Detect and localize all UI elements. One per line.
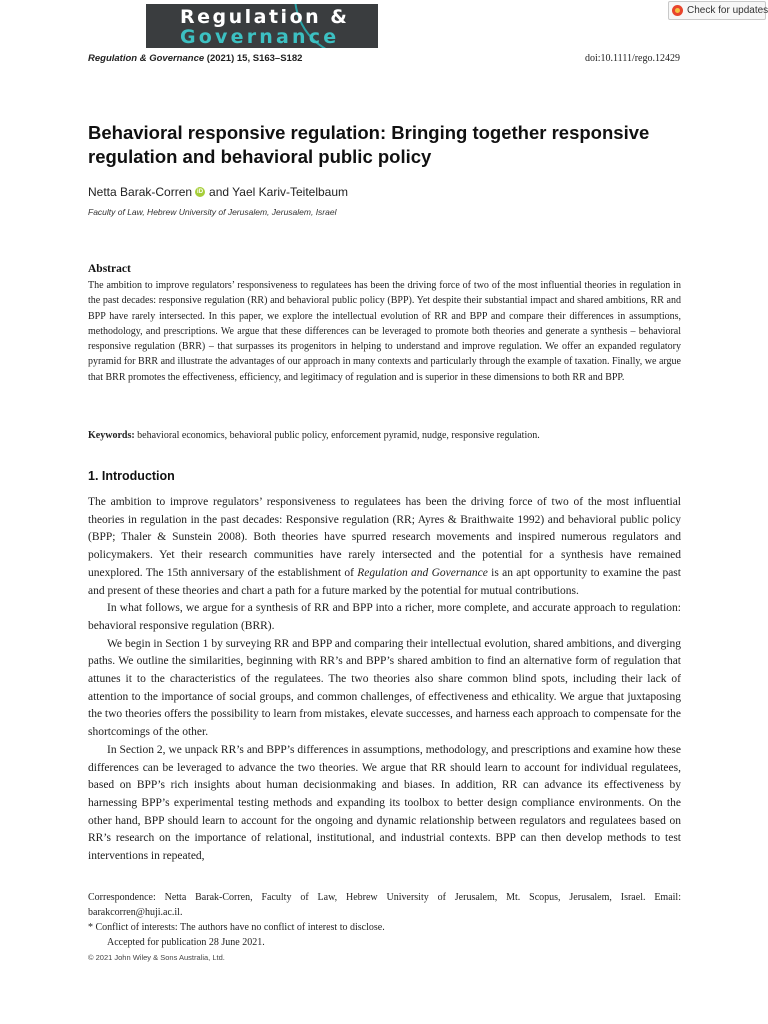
paragraph-2: In what follows, we argue for a synthesis of RR and BPP into a richer, more complete, and accurate approach to regulation: behavioral responsive regulation (BRR). xyxy=(88,602,681,632)
conflict-note: * Conflict of interests: The authors have no conflict of interest to disclose. xyxy=(88,922,385,933)
check-for-updates-button[interactable] xyxy=(668,1,766,20)
author-second[interactable]: and Yael Kariv-Teitelbaum xyxy=(209,185,349,199)
abstract-heading: Abstract xyxy=(88,263,131,275)
keywords-text: behavioral economics, behavioral public policy, enforcement pyramid, nudge, responsive regulation. xyxy=(134,430,540,441)
affiliation: Faculty of Law, Hebrew University of Jerusalem, Jerusalem, Israel xyxy=(88,207,337,217)
section-heading: 1. Introduction xyxy=(88,469,175,483)
accepted-note: Accepted for publication 28 June 2021. xyxy=(107,937,265,948)
crossmark-icon xyxy=(672,5,683,16)
keywords-label: Keywords: xyxy=(88,430,135,441)
journal-banner xyxy=(146,4,378,48)
correspondence-note: Correspondence: Netta Barak-Corren, Faculty of Law, Hebrew University of Jerusalem, Mt. Scopus, Jerusalem, Israel. Email: barakcorren@huji.ac.il. xyxy=(88,892,681,918)
banner-title-line1: Regulation & xyxy=(180,6,350,28)
author-line xyxy=(88,185,348,199)
check-for-updates-label: Check for updates xyxy=(687,5,768,16)
paragraph-1-part-b: is an apt opportunity to examine the past and present of these theories and chart a path for a future marked by the potential for mutual contributions. xyxy=(88,566,681,597)
paragraph-3: We begin in Section 1 by surveying RR and BPP and comparing their intellectual evolution, shared ambitions, and diverging paths. We outline the similarities, beginning with RR’s and BPP’s shared ambition to find an alternative form of regulation that attunes it to the characteristics of the regulatees. The two theories also share common blind spots, including their lack of attention to the importance of social groups, and common challenges, of effectiveness and ethicality. We argue that juxtaposing the two theories offers the possibility to learn from mistakes, elevate successes, and harness each approach to compensate for the shortcomings of the other. xyxy=(88,637,681,739)
journal-name-emphasis: Regulation and Governance xyxy=(357,566,488,579)
doi-link[interactable]: doi:10.1111/rego.12429 xyxy=(585,53,680,64)
paragraph-1-part-a: The ambition to improve regulators’ responsiveness to regulatees has been the driving force of two of the most influential theories in regulation in the past decades: Responsive regulation (RR; Ayres & Braithwaite 1992) and behavioral public policy (BPP; Thaler & Sunstein 2008). Both theories have spurred research movements and inspired numerous regulators and policymakers. Yet their research communities have rarely intersected and the potential for a synthesis have remained unexplored. The 15th anniversary of the establishment of xyxy=(88,496,681,579)
abstract-text: The ambition to improve regulators’ responsiveness to regulatees has been the driving force of two of the most influential theories in regulation in the past decades: responsive regulation (RR) and behavioral public policy (BPP). Yet despite their substantial impact and shared ambitions, RR and BPP have rarely intersected. In this paper, we explore the intellectual evolution of RR and BPP and compare their differences in assumptions, methodology, and prescriptions. We argue that these differences can be leveraged to promote both theories and generate a synthesis – behavioral responsive regulation (BRR) – that surpasses its progenitors in helping to understand and improve regulation. We offer an expanded regulatory pyramid for BRR and illustrate the advantages of our approach in many contexts and particularly through the example of taxation. Finally, we argue that BRR promotes the effectiveness, efficiency, and legitimacy of regulation and is superior in these dimensions to both RR and BPP. xyxy=(88,280,681,383)
article-title: Behavioral responsive regulation: Bringing together responsive regulation and behavioral public policy xyxy=(88,122,650,167)
banner-title-line2: Governance xyxy=(180,26,340,48)
author-first[interactable]: Netta Barak-Corren xyxy=(88,185,193,199)
paragraph-1 xyxy=(88,494,681,600)
journal-name: Regulation & Governance xyxy=(88,53,205,64)
copyright: © 2021 John Wiley & Sons Australia, Ltd. xyxy=(88,953,225,962)
keywords xyxy=(88,430,681,441)
orcid-icon[interactable]: iD xyxy=(197,189,204,195)
paragraph-4: In Section 2, we unpack RR’s and BPP’s differences in assumptions, methodology, and prescriptions and examine how these differences can be leveraged to advance the two theories. We argue that RR should learn to account for individual regulatees, based on BPP’s rich insights about human decisionmaking and biases. In addition, RR can advance its effectiveness by harnessing BPP’s experimental testing methods and expanding its toolbox to better design compliance environments. On the other hand, BPP should learn to account for the ongoing and dynamic relationship between regulators and regulatees based on RR’s research on the importance of relational, institutional, and industrial contexts. BPP can then develop methods to test interventions in repeated, xyxy=(88,743,681,863)
journal-reference xyxy=(88,53,302,64)
body-text xyxy=(88,494,681,866)
footnotes xyxy=(88,890,681,950)
journal-citation: (2021) 15, S163–S182 xyxy=(204,53,303,64)
